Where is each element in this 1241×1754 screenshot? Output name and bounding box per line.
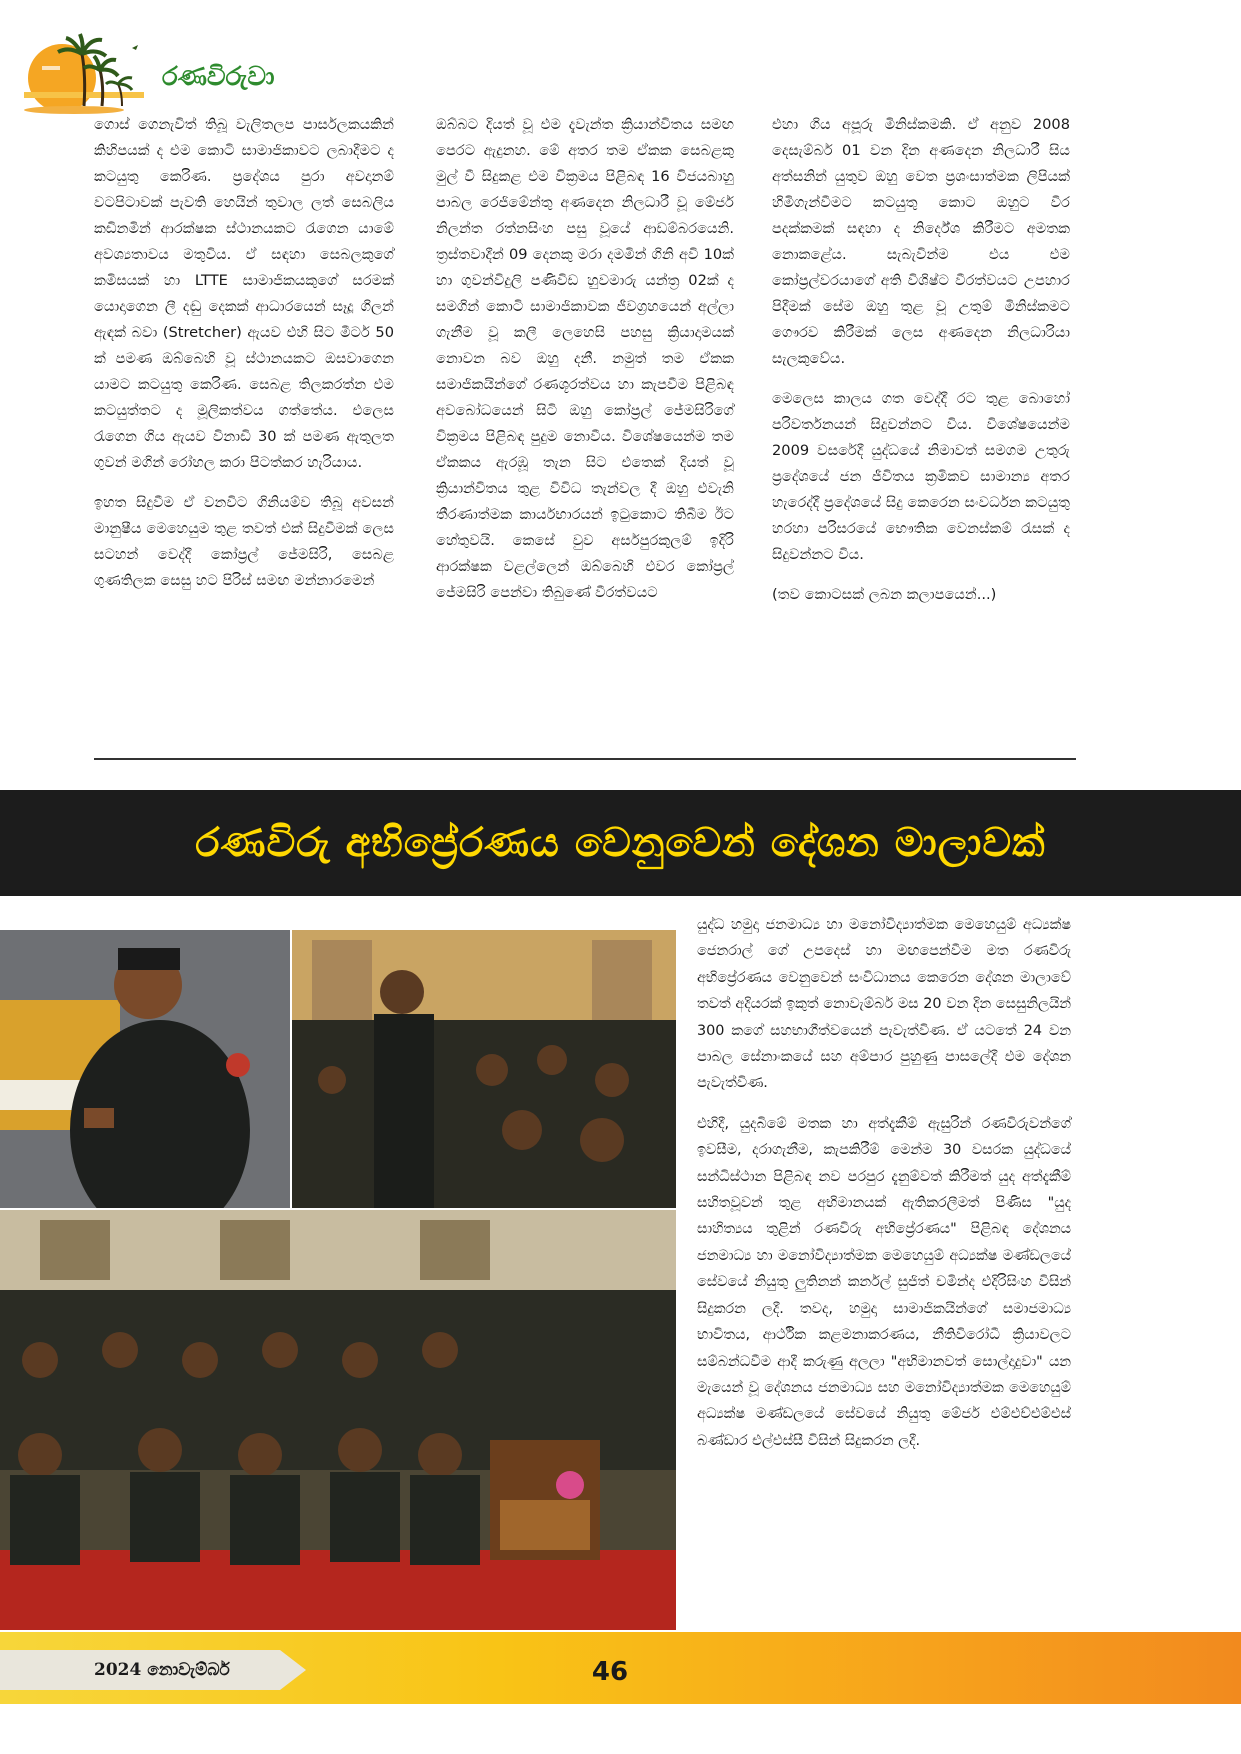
masthead-logo xyxy=(14,26,275,116)
issue-date: 2024 නොවැම්බර් xyxy=(94,1660,230,1680)
photo-lecturer xyxy=(0,930,290,1208)
continued-note: (තව කොටසක් ලබන කලාපයෙන්...) xyxy=(772,586,997,603)
paragraph: ඔබ්බට දියත් වූ එම දැවැන්ත ක්‍රියාන්විතය සමඟ පෙරට ඇදුනහ. මේ අතර තම ඒකක සෙබළකු මුල් වී සිදුකළ එම වික්‍රමය පිළිබඳ 16 විජයබාහු පාබල රෙජිමේන්තු අණදෙන නිලධාරී වූ මේජර් නිලන්ත රත්නසිංහ පසු වූයේ ආඩම්බරයෙනි. ත්‍රස්තවාදීන් 09 දෙනකු මරා දමමින් ගිනි අවි 10ක් හා ගුවන්විදුලි පණිවිඩ හුවමාරු යන්ත්‍ර 02ක් ද සමගින් කොටි සාමාජිකාවක ජීවග්‍රහයෙන් අල්ලා ගැනීම වූ කලී ලෙහෙසි පහසු ක්‍රියාදාමයක් නොවන බව ඔහු දනී. නමුත් තම ඒකක සමාජිකයින්ගේ රණශූරත්වය හා කැපවීම පිළිබඳ අවබෝධයෙන් සිටි ඔහු කෝප්‍රල් ජේමසිරිගේ වික්‍රමය පිළිබඳ පුදුම නොවීය. විශේෂයෙන්ම තම ඒකකය ඇරඹූ තැන සිට එතෙක් දියත් වූ ක්‍රියාන්විතය තුළ විවිධ තැන්වල දී ඔහු එවැනි තීරණාත්මක කාර්යභාරයන් ඉටුකොට තිබීම ඊට හේතුවයි. කෙසේ වුව අර්සපුරකුලම් ඉදිරි ආරක්ෂක වළල්ලෙන් ඔබ්බෙහි එවර කෝප්‍රල් ජේමසිරි පෙන්වා තිබුණේ වීරත්වයට xyxy=(436,116,734,601)
paragraph: ගොස් ගෙනැවිත් තිබූ වැලිතලප පාර්සලකයකින් කිහිපයක් ද එම කොටි සාමාජිකාවට ලබාදීමට ද කටයුතු කෙරිණ. ප්‍රදේශය පුරා අවදානම් වටපිටාවක් පැවති හෙයින් තුවාල ලත් සෙබලිය කඩිනමින් ආරක්ෂක ස්ථානයකට රැගෙන යාමේ අවශ්‍යතාවය මතුවිය. ඒ සඳහා සෙබලකුගේ කමිසයක් හා LTTE සාමාජිකයකුගේ සරමක් යොදාගෙන ලී දඬු දෙකක් ආධාරයෙන් සෑදූ ගිලන් ඇඳක් බවා (Stretcher) ඇයව එහි සිට මීටර් 50 ක් පමණ ඔබ්බෙහි වූ ස්ථානයකට ඔසවාගෙන යාමට කටයුතු කෙරිණ. සෙබළ තිලකරත්න එම කටයුත්තට ද මූලිකත්වය ගත්තේය. එලෙස රැගෙන ගිය ඇයව විනාඩි 30 ක් පමණ ඇතුලත ගුවන් මගින් රෝහල කරා පිටත්කර හැරියාය. xyxy=(94,116,394,471)
photo-audience-speaker xyxy=(292,930,676,1208)
logo-text: රණවිරුවා xyxy=(162,62,275,92)
paragraph: මෙලෙස කාලය ගත වෙද්දී රට තුළ බොහෝ පරිවර්තනයන් සිදුවන්නට විය. විශේෂයෙන්ම 2009 වසරේදී යුද්ධයේ නිමාවත් සමගම උතුරු ප්‍රදේශයේ ජන ජීවිතය ක්‍රමිකව සාමාන්‍ය අතර හැරෙද්දී ප්‍රදේශයේ සිදු කෙරෙන සංවර්ධන කටයුතු හරහා පරිසරයේ භෞතික වෙනස්කම් රැසක් ද සිදුවන්නට විය. xyxy=(772,390,1070,563)
section-divider xyxy=(94,758,1076,760)
article-column-3 xyxy=(772,112,1070,752)
lower-article-column xyxy=(697,912,1071,1612)
paragraph: එහිදී, යුදබිමේ මතක හා අත්දැකීම් ඇසුරින් රණවිරුවන්ගේ ඉවසීම, දරාගැනීම, කැපකිරීම් මෙන්ම 30 වසරක යුද්ධයේ සන්ධිස්ථාන පිළිබඳ නව පරපුර දැනුම්වත් කිරීමත් යුද අත්දැකීම් සහිතවූවන් තුළ අභිමානයක් ඇතිකරලීමත් පිණිස "යුද සාහිත්‍යය තුළින් රණවිරු අභිප්‍රේරණය" පිළිබඳ දේශනය ජනමාධ්‍ය හා මනෝවිද්‍යාත්මක මෙහෙයුම් අධ්‍යක්ෂ මණ්ඩලයේ සේවයේ නියුතු ලුතිනන් කර්නල් සුජිත් චමින්ද එදිරිසිංහ විසින් සිදුකරන ලදී. තවද, හමුදා සාමාජිකයින්ගේ සමාජමාධ්‍ය භාවිතය, ආර්ථික කළමනාකරණය, නීතිවිරෝධී ක්‍රියාවලට සම්බන්ධවීම ආදී කරුණු අලලා "අභිමානවත් සොල්දාදුවා" යන මැයෙන් වූ දේශනය ජනමාධ්‍ය සහ මනෝවිද්‍යාත්මක මෙහෙයුම් අධ්‍යක්ෂ මණ්ඩලයේ සේවයේ නියුතු මේජර් එම්එච්එම්එස් බණ්ඩාර එල්එස්සී විසින් සිදුකරන ලදී. xyxy=(697,1115,1071,1449)
palm-sunset-icon xyxy=(14,26,154,116)
article-banner xyxy=(0,790,1241,896)
article-column-2 xyxy=(436,112,734,752)
article-column-1 xyxy=(94,112,394,752)
paragraph: යුද්ධ හමුදා ජනමාධ්‍ය හා මනෝවිද්‍යාත්මක මෙහෙයුම් අධ්‍යක්ෂ ජෙනරාල් ගේ උපදෙස් හා මඟපෙන්වීම මත රණවිරු අභිප්‍රේරණය වෙනුවෙන් සංවිධානය කෙරෙන දේශන මාලාවේ තවත් අදියරක් ඉකුත් නොවැම්බර් මස 20 වන දින සෙසුනිලයින් 300 කගේ සහභාගීත්වයෙන් පැවැත්විණ. ඒ යටතේ 24 වන පාබල සේනාංකයේ සහ අම්පාර පුහුණු පාසලේදී එම දේශන පැවැත්විණ. xyxy=(697,917,1071,1092)
article-headline: රණවිරු අභිප්‍රේරණය වෙනුවෙන් දේශන මාලාවක් xyxy=(195,820,1046,866)
paragraph: ඉහත සිදුවීම ඒ වනවිට ගිනියම්ව තිබූ අවසන් මානුෂීය මෙහෙයුම තුළ තවත් එක් සිදුවීමක් ලෙස සටහන් වෙද්දී කෝප්‍රල් ජේමසිරි, සෙබළ ගුණතිලක සෙසු හට පිරිස් සමඟ මන්නාරමෙන් xyxy=(94,494,394,589)
paragraph: එහා ගිය අපූරු මිනිස්කමකි. ඒ අනුව 2008 දෙසැම්බර් 01 වන දින අණදෙන නිලධාරී සිය අත්සනින් යුතුව ඔහු වෙත ප්‍රශංසාත්මක ලිපියක් හිමිගැන්වීමට කටයුතු කොට ඔහුට වීර පදක්කමක් සඳහා ද නිර්දේශ කිරීමට අමතක නොකළේය. සැබැවින්ම එය එම කෝප්‍රල්වරයාගේ අති විශිෂ්ට වීරත්වයට උපහාර පිදීමක් සේම ඔහු තුළ වූ උතුම් මිනිස්කමට ගෞරව කිරීමක් ලෙස අණදෙන නිලධාරියා සැලකුවේය. xyxy=(772,116,1070,367)
page-number: 46 xyxy=(591,1657,629,1687)
photo-seminar-hall xyxy=(0,1210,676,1630)
